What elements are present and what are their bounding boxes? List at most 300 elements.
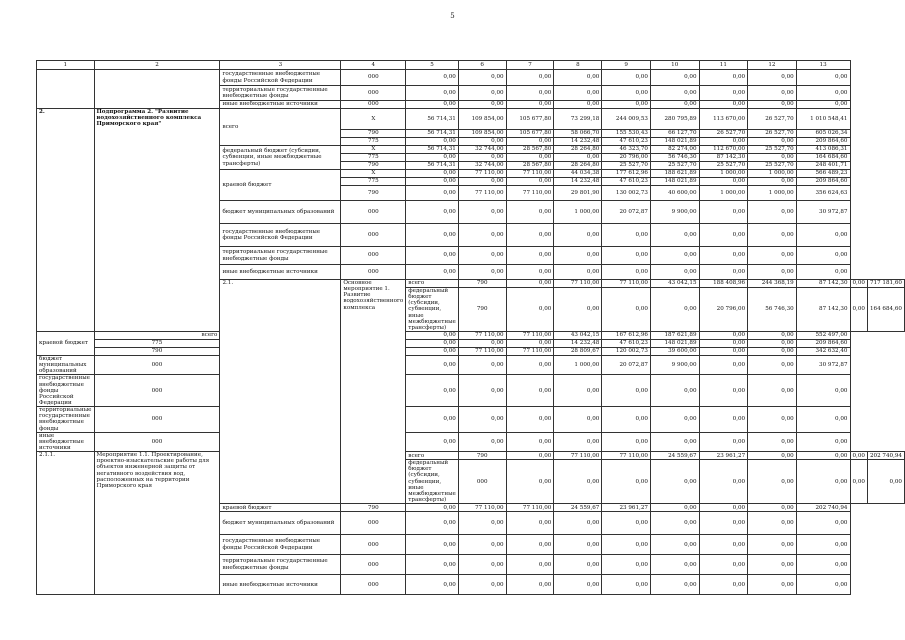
budget-table — [36, 60, 905, 595]
table-cell: территориальные государственные внебюджетные фонды — [37, 407, 95, 433]
table-cell: 23 961,27 — [602, 504, 651, 512]
table-cell: 0,00 — [602, 101, 651, 109]
table-cell: 105 677,80 — [506, 109, 554, 130]
table-cell: 0,00 — [748, 432, 797, 451]
table-cell: 0,00 — [554, 460, 602, 504]
table-cell: 790 — [458, 280, 506, 288]
table-cell: 40 600,00 — [650, 186, 699, 201]
table-cell: 56 746,30 — [650, 154, 699, 162]
table-cell: бюджет муниципальных образований — [37, 355, 95, 374]
table-cell: 1 010 548,41 — [796, 109, 850, 130]
table-cell: 0,00 — [699, 331, 748, 339]
table-cell: 0,00 — [554, 375, 602, 407]
table-cell: 000 — [94, 407, 220, 433]
table-cell: иные внебюджетные источники — [37, 432, 95, 451]
table-cell: 77 110,00 — [602, 452, 651, 460]
table-cell: 0,00 — [796, 452, 850, 460]
table-cell: 56 714,31 — [406, 130, 459, 138]
table-cell: 47 610,23 — [602, 178, 651, 186]
table-cell: Основное мероприятие 1. Развитие водохозяйственного комплекса — [341, 280, 406, 504]
table-cell: 775 — [341, 154, 406, 162]
table-row — [37, 355, 905, 374]
table-cell: 790 — [341, 162, 406, 170]
table-cell: 0,00 — [699, 347, 748, 355]
table-cell: 0,00 — [554, 224, 602, 247]
table-row — [37, 347, 905, 355]
table-cell: 0,00 — [699, 178, 748, 186]
table-cell: 717 181,60 — [867, 280, 904, 288]
table-cell: 0,00 — [602, 265, 651, 280]
table-cell: федеральный бюджет (субсидии, субвенции, иные межбюджетные трансферты) — [406, 460, 459, 504]
table-cell: государственные внебюджетные фонды Российской Федерации — [220, 535, 341, 555]
table-cell: краевой бюджет — [220, 504, 341, 512]
table-cell: 0,00 — [796, 247, 850, 265]
table-cell: 0,00 — [602, 375, 651, 407]
table-cell: 0,00 — [554, 407, 602, 433]
table-cell: 0,00 — [602, 512, 651, 535]
table-cell: 0,00 — [748, 265, 797, 280]
table-cell: 167 612,96 — [602, 331, 651, 339]
table-cell: 25 527,70 — [699, 162, 748, 170]
table-cell: 0,00 — [602, 460, 651, 504]
table-cell: 775 — [341, 138, 406, 146]
table-cell: 120 002,73 — [602, 347, 651, 355]
table-cell: 0,00 — [554, 575, 602, 595]
table-cell: 130 002,73 — [602, 186, 651, 201]
table-cell: 0,00 — [602, 86, 651, 101]
table-cell: 0,00 — [699, 555, 748, 575]
table-cell: 0,00 — [458, 86, 506, 101]
table-cell: 0,00 — [406, 265, 459, 280]
column-number-10: 10 — [650, 61, 699, 70]
table-cell: 113 670,00 — [699, 109, 748, 130]
table-cell: иные внебюджетные источники — [220, 101, 341, 109]
table-cell: 413 086,31 — [796, 146, 850, 154]
table-cell: 0,00 — [406, 347, 459, 355]
column-number-6: 6 — [458, 61, 506, 70]
table-cell: 0,00 — [458, 101, 506, 109]
table-cell: 32 744,00 — [458, 146, 506, 154]
table-cell: 0,00 — [796, 86, 850, 101]
table-cell: 26 527,70 — [748, 109, 797, 130]
table-cell: 0,00 — [650, 504, 699, 512]
table-cell: 0,00 — [748, 407, 797, 433]
table-cell: 148 021,89 — [650, 339, 699, 347]
table-cell: 0,00 — [554, 101, 602, 109]
table-cell: всего — [406, 452, 459, 460]
table-cell: 790 — [341, 130, 406, 138]
table-cell: 0,00 — [650, 460, 699, 504]
table-cell: 790 — [458, 452, 506, 460]
column-number-11: 11 — [699, 61, 748, 70]
table-cell: 0,00 — [650, 265, 699, 280]
table-cell: 0,00 — [506, 432, 554, 451]
table-cell: 0,00 — [458, 138, 506, 146]
table-cell: 0,00 — [406, 375, 459, 407]
table-cell: 0,00 — [748, 331, 797, 339]
table-cell: 0,00 — [458, 154, 506, 162]
table-cell: 000 — [341, 86, 406, 101]
table-cell: 209 864,60 — [796, 138, 850, 146]
column-number-13: 13 — [796, 61, 850, 70]
column-number-1: 1 — [37, 61, 95, 70]
table-cell: 14 232,48 — [554, 138, 602, 146]
table-cell: 0,00 — [602, 432, 651, 451]
table-cell: 0,00 — [748, 224, 797, 247]
table-cell: государственные внебюджетные фонды Российской Федерации — [220, 70, 341, 86]
table-cell: бюджет муниципальных образований — [220, 201, 341, 224]
table-cell: 0,00 — [699, 375, 748, 407]
table-cell: 0,00 — [602, 555, 651, 575]
table-cell: 775 — [341, 178, 406, 186]
table-cell: 000 — [341, 555, 406, 575]
table-cell: 0,00 — [506, 460, 554, 504]
table-cell: 552 497,00 — [796, 331, 850, 339]
table-cell: 0,00 — [850, 280, 867, 288]
table-cell: 77 110,00 — [506, 170, 554, 178]
table-cell: 0,00 — [650, 247, 699, 265]
table-cell: 1 000,00 — [699, 170, 748, 178]
table-cell: 0,00 — [406, 101, 459, 109]
table-cell: 0,00 — [796, 535, 850, 555]
table-cell: 58 066,70 — [554, 130, 602, 138]
table-cell: 0,00 — [458, 575, 506, 595]
table-cell: иные внебюджетные источники — [220, 265, 341, 280]
table-cell: 0,00 — [406, 407, 459, 433]
table-cell: 164 684,60 — [867, 288, 904, 332]
table-cell: 790 — [458, 288, 506, 332]
table-cell: 0,00 — [506, 70, 554, 86]
table-cell: 000 — [341, 247, 406, 265]
table-cell: 0,00 — [554, 555, 602, 575]
table-cell: 9 900,00 — [650, 355, 699, 374]
table-row — [37, 407, 905, 433]
table-cell: 77 110,00 — [458, 504, 506, 512]
table-cell: 244 009,53 — [602, 109, 651, 130]
table-cell: 566 489,23 — [796, 170, 850, 178]
table-cell: 177 612,96 — [602, 170, 651, 178]
table-cell: 2.1.1. — [37, 452, 95, 595]
table-cell: 77 110,00 — [458, 347, 506, 355]
table-cell: 0,00 — [458, 355, 506, 374]
table-cell: 0,00 — [406, 331, 459, 339]
table-cell: 30 972,87 — [796, 201, 850, 224]
table-cell: 87 142,30 — [699, 154, 748, 162]
table-cell: 20 796,00 — [602, 154, 651, 162]
table-cell: 0,00 — [602, 247, 651, 265]
table-cell: 000 — [341, 201, 406, 224]
table-cell: 0,00 — [406, 512, 459, 535]
table-cell: 605 026,34 — [796, 130, 850, 138]
table-cell: 0,00 — [748, 555, 797, 575]
table-cell: 77 110,00 — [458, 170, 506, 178]
table-cell: всего — [406, 280, 459, 288]
column-number-2: 2 — [94, 61, 220, 70]
table-cell: 0,00 — [796, 407, 850, 433]
table-cell: 0,00 — [699, 407, 748, 433]
table-cell: 0,00 — [554, 535, 602, 555]
table-cell: 0,00 — [748, 339, 797, 347]
table-cell: 26 527,70 — [699, 130, 748, 138]
table-cell: 0,00 — [748, 178, 797, 186]
table-cell: 0,00 — [458, 535, 506, 555]
table-cell: 73 299,18 — [554, 109, 602, 130]
table-cell: 0,00 — [748, 375, 797, 407]
table-cell: 0,00 — [554, 288, 602, 332]
table-cell: 0,00 — [699, 535, 748, 555]
table-cell: 0,00 — [796, 224, 850, 247]
table-cell: 000 — [341, 70, 406, 86]
table-cell: 77 110,00 — [458, 331, 506, 339]
table-cell: X — [341, 109, 406, 130]
page-number: 5 — [450, 12, 455, 20]
table-cell: 87 142,30 — [796, 288, 850, 332]
table-cell: 0,00 — [506, 375, 554, 407]
table-cell: 46 323,70 — [602, 146, 651, 154]
table-cell: 0,00 — [506, 178, 554, 186]
table-row — [37, 109, 905, 130]
table-cell: федеральный бюджет (субсидии, субвенции, иные межбюджетные трансферты) — [406, 288, 459, 332]
table-cell: всего — [220, 109, 341, 146]
table-cell: 0,00 — [650, 432, 699, 451]
table-cell: 20 072,87 — [602, 201, 651, 224]
table-cell: 0,00 — [699, 460, 748, 504]
table-cell: 1 000,00 — [748, 186, 797, 201]
table-cell: 0,00 — [554, 265, 602, 280]
table-cell: 0,00 — [506, 355, 554, 374]
table-cell: 0,00 — [748, 201, 797, 224]
table-cell: 44 034,38 — [554, 170, 602, 178]
table-cell: 14 232,48 — [554, 178, 602, 186]
table-cell: бюджет муниципальных образований — [220, 512, 341, 535]
table-cell: 0,00 — [699, 70, 748, 86]
table-cell: X — [341, 170, 406, 178]
table-cell: 0,00 — [406, 86, 459, 101]
table-cell: территориальные государственные внебюджетные фонды — [220, 86, 341, 101]
table-cell: 24 559,67 — [650, 452, 699, 460]
table-cell: 20 796,00 — [699, 288, 748, 332]
table-cell: 0,00 — [650, 375, 699, 407]
table-cell: 000 — [341, 101, 406, 109]
table-cell: 77 110,00 — [506, 504, 554, 512]
table-cell: 790 — [341, 186, 406, 201]
table-cell: 0,00 — [458, 265, 506, 280]
table-cell: 25 527,70 — [748, 162, 797, 170]
table-cell: 77 110,00 — [458, 186, 506, 201]
table-cell: 000 — [94, 375, 220, 407]
table-cell: 0,00 — [796, 575, 850, 595]
table-cell: 32 744,00 — [458, 162, 506, 170]
table-cell: 2. — [37, 109, 95, 332]
table-row — [37, 331, 905, 339]
table-cell: 0,00 — [748, 575, 797, 595]
column-number-row — [37, 61, 905, 70]
table-cell: 0,00 — [796, 432, 850, 451]
table-cell: 0,00 — [506, 535, 554, 555]
table-cell: 0,00 — [506, 101, 554, 109]
table-cell: Мероприятие 1.1. Проектирование, проектно-изыскательские работы для объектов инженерной защиты от негативного воздействия вод, расположенных на территории Приморского края — [94, 452, 220, 595]
table-cell: 0,00 — [748, 247, 797, 265]
table-cell: федеральный бюджет (субсидии, субвенции, иные межбюджетные трансферты) — [220, 146, 341, 170]
table-cell: 0,00 — [699, 265, 748, 280]
table-cell: 0,00 — [406, 535, 459, 555]
table-cell: 0,00 — [506, 201, 554, 224]
table-cell: 0,00 — [458, 512, 506, 535]
table-cell: 0,00 — [406, 178, 459, 186]
table-cell: 0,00 — [796, 555, 850, 575]
table-cell: 000 — [341, 535, 406, 555]
table-cell: 0,00 — [602, 224, 651, 247]
table-cell: 47 610,23 — [602, 339, 651, 347]
table-cell: 66 127,70 — [650, 130, 699, 138]
table-cell: 0,00 — [406, 504, 459, 512]
table-cell: 109 854,00 — [458, 109, 506, 130]
table-cell: 0,00 — [554, 247, 602, 265]
table-cell: 0,00 — [554, 154, 602, 162]
table-cell: 28 809,67 — [554, 347, 602, 355]
table-cell: 1 000,00 — [699, 186, 748, 201]
table-cell: 0,00 — [699, 201, 748, 224]
table-cell: 0,00 — [406, 355, 459, 374]
table-cell: 0,00 — [602, 575, 651, 595]
table-cell: 28 264,80 — [554, 146, 602, 154]
table-cell: 000 — [94, 432, 220, 451]
column-number-12: 12 — [748, 61, 797, 70]
table-cell: 0,00 — [406, 339, 459, 347]
table-cell: 0,00 — [506, 512, 554, 535]
table-cell: 0,00 — [602, 535, 651, 555]
table-row — [37, 339, 905, 347]
table-cell: 0,00 — [748, 154, 797, 162]
table-row — [37, 375, 905, 407]
table-cell: 0,00 — [650, 224, 699, 247]
table-cell: 000 — [341, 575, 406, 595]
table-cell: 0,00 — [406, 201, 459, 224]
table-cell: 0,00 — [796, 460, 850, 504]
column-number-3: 3 — [220, 61, 341, 70]
table-cell: иные внебюджетные источники — [220, 575, 341, 595]
table-cell: 0,00 — [406, 170, 459, 178]
table-cell: 0,00 — [850, 460, 867, 504]
table-cell: 775 — [94, 339, 220, 347]
table-cell: 0,00 — [650, 512, 699, 535]
table-cell: 0,00 — [748, 460, 797, 504]
table-cell: 0,00 — [650, 101, 699, 109]
table-cell: 0,00 — [796, 512, 850, 535]
table-cell: 77 110,00 — [506, 331, 554, 339]
table-cell: 26 527,70 — [748, 130, 797, 138]
table-cell: 1 000,00 — [554, 355, 602, 374]
table-cell: 202 740,94 — [796, 504, 850, 512]
table-cell: 0,00 — [699, 224, 748, 247]
column-number-7: 7 — [506, 61, 554, 70]
table-cell: 9 900,00 — [650, 201, 699, 224]
table-cell: 77 110,00 — [506, 347, 554, 355]
table-cell: 0,00 — [650, 70, 699, 86]
table-cell: 0,00 — [748, 138, 797, 146]
table-cell: государственные внебюджетные фонды Российской Федерации — [37, 375, 95, 407]
table-cell: 0,00 — [506, 138, 554, 146]
table-cell: 0,00 — [699, 86, 748, 101]
table-cell: 0,00 — [796, 70, 850, 86]
table-cell: 28 264,80 — [554, 162, 602, 170]
table-cell: 188 408,96 — [699, 280, 748, 288]
table-cell: 77 110,00 — [554, 280, 602, 288]
table-cell: 0,00 — [850, 288, 867, 332]
table-cell: 25 527,70 — [650, 162, 699, 170]
table-cell: 0,00 — [748, 535, 797, 555]
table-cell: 0,00 — [554, 432, 602, 451]
table-cell: 0,00 — [406, 575, 459, 595]
table-cell: 0,00 — [506, 86, 554, 101]
table-cell: 0,00 — [458, 247, 506, 265]
table-cell: 0,00 — [458, 339, 506, 347]
table-cell: 000 — [458, 460, 506, 504]
table-cell: 0,00 — [699, 512, 748, 535]
table-cell: 0,00 — [748, 355, 797, 374]
table-cell: 0,00 — [458, 375, 506, 407]
table-cell: 1 000,00 — [554, 201, 602, 224]
table-cell: 790 — [341, 504, 406, 512]
table-cell: 148 021,89 — [650, 178, 699, 186]
table-cell: территориальные государственные внебюджетные фонды — [220, 247, 341, 265]
table-cell: 0,00 — [506, 339, 554, 347]
table-cell: 0,00 — [796, 375, 850, 407]
table-cell: 28 567,80 — [506, 146, 554, 154]
table-cell: 1 000,00 — [748, 170, 797, 178]
table-cell: 105 677,80 — [506, 130, 554, 138]
table-cell: 0,00 — [748, 347, 797, 355]
table-cell: 0,00 — [699, 101, 748, 109]
table-cell: 0,00 — [748, 512, 797, 535]
table-cell: 0,00 — [748, 70, 797, 86]
table-cell: 148 021,89 — [650, 138, 699, 146]
table-cell: 109 854,00 — [458, 130, 506, 138]
table-cell: 0,00 — [650, 555, 699, 575]
column-number-5: 5 — [406, 61, 459, 70]
table-cell: государственные внебюджетные фонды Российской Федерации — [220, 224, 341, 247]
table-cell: 0,00 — [406, 70, 459, 86]
table-cell: 188 621,89 — [650, 170, 699, 178]
table-cell: 164 684,60 — [796, 154, 850, 162]
table-cell: 0,00 — [650, 535, 699, 555]
table-cell: 0,00 — [506, 154, 554, 162]
table-cell: 280 795,89 — [650, 109, 699, 130]
table-cell: 0,00 — [506, 265, 554, 280]
table-cell: 0,00 — [506, 280, 554, 288]
table-cell: 0,00 — [458, 201, 506, 224]
table-cell: 790 — [94, 347, 220, 355]
table-cell: 29 801,90 — [554, 186, 602, 201]
table-cell: 000 — [94, 355, 220, 374]
table-cell: 0,00 — [699, 432, 748, 451]
table-cell: 000 — [341, 512, 406, 535]
table-cell: 0,00 — [602, 70, 651, 86]
table-cell: 0,00 — [458, 555, 506, 575]
table-cell: 0,00 — [650, 575, 699, 595]
table-cell: 0,00 — [796, 101, 850, 109]
table-cell: 77 110,00 — [554, 452, 602, 460]
table-cell: 39 600,00 — [650, 347, 699, 355]
table-cell: 0,00 — [406, 154, 459, 162]
table-cell: 2.1. — [220, 280, 341, 504]
table-cell: 30 972,87 — [796, 355, 850, 374]
table-cell: территориальные государственные внебюджетные фонды — [220, 555, 341, 575]
table-cell: 0,00 — [650, 407, 699, 433]
table-cell: 0,00 — [406, 555, 459, 575]
table-cell — [94, 70, 220, 109]
table-cell: 202 740,94 — [867, 452, 904, 460]
